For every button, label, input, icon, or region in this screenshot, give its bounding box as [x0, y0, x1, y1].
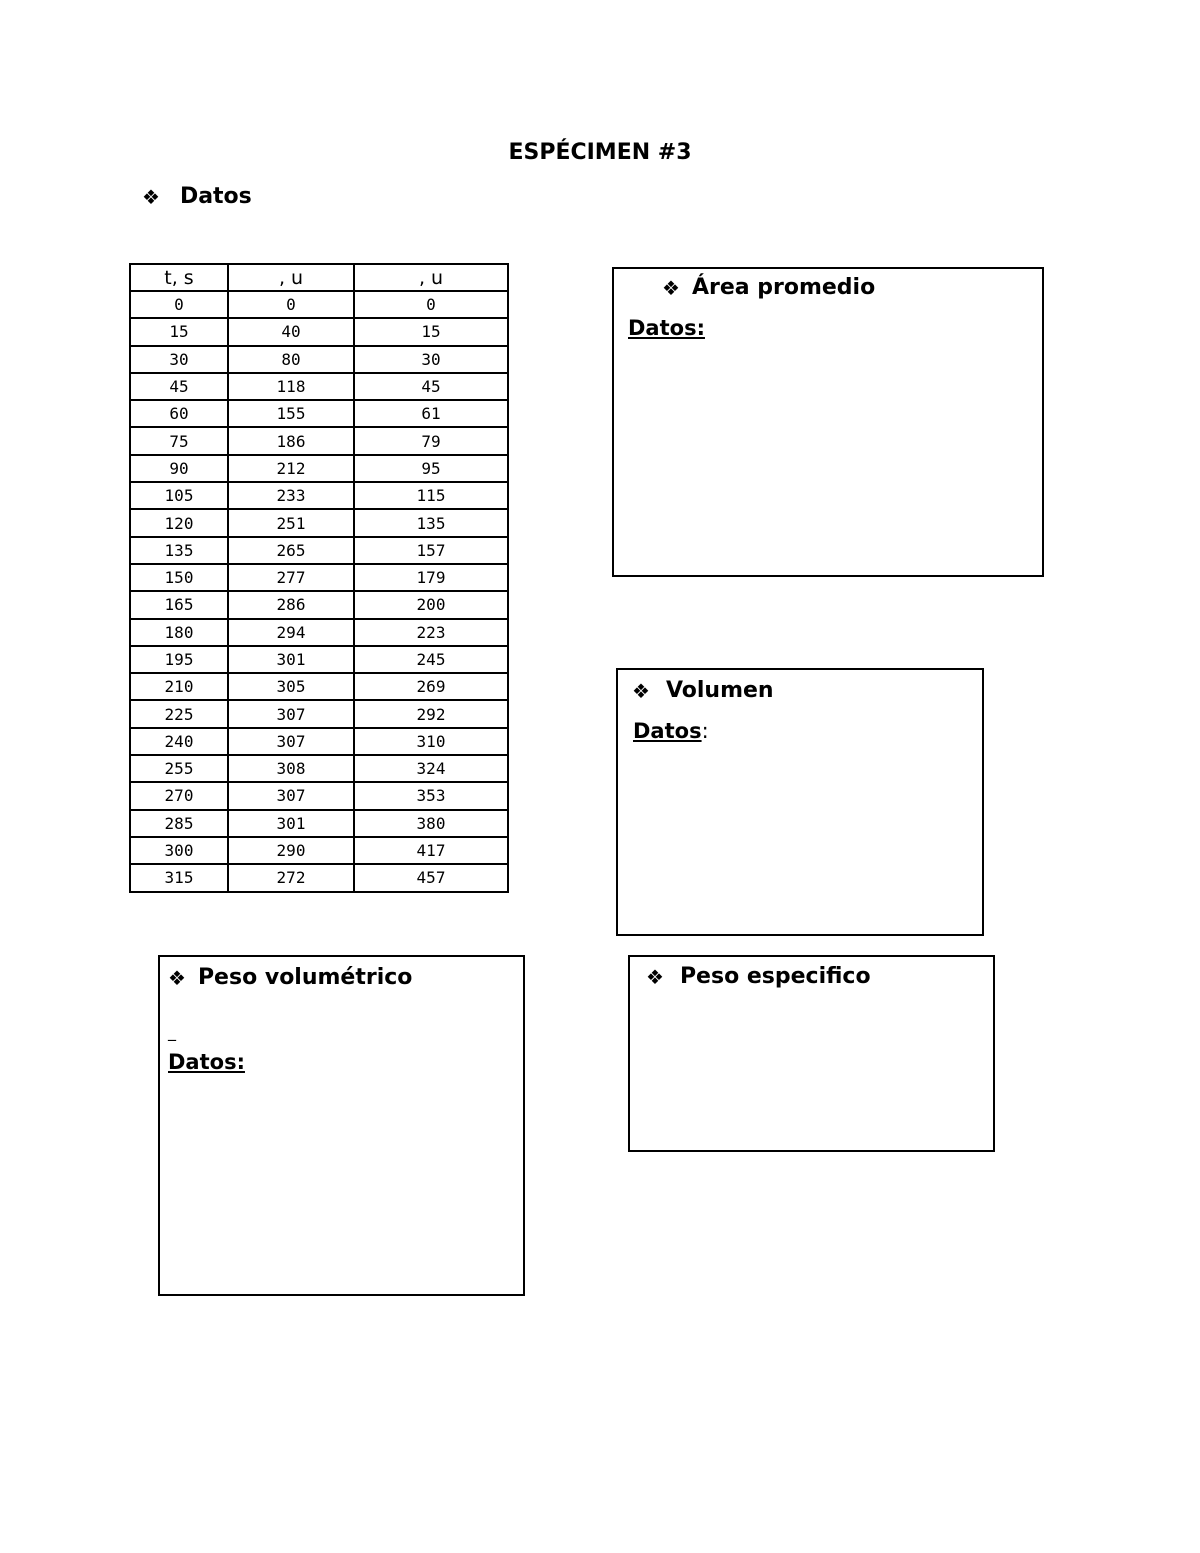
datos-label: Datos: [179, 184, 252, 209]
table-cell: 308: [228, 755, 354, 782]
table-cell: 115: [354, 482, 508, 509]
volumen-box: [616, 668, 984, 936]
table-cell: 286: [228, 591, 354, 618]
table-cell: 240: [130, 728, 228, 755]
peso-especifico-box: [628, 955, 995, 1152]
table-cell: 120: [130, 509, 228, 536]
datos-heading: [142, 184, 252, 209]
table-row: [130, 755, 508, 782]
table-cell: 135: [354, 509, 508, 536]
table-cell: 315: [130, 864, 228, 891]
table-row: [130, 810, 508, 837]
table-cell: 301: [228, 646, 354, 673]
table-cell: 380: [354, 810, 508, 837]
diamond-bullet-icon: ❖: [142, 184, 160, 209]
table-cell: 186: [228, 427, 354, 454]
table-cell: 30: [130, 346, 228, 373]
peso-volumetrico-box: [158, 955, 525, 1296]
peso-volumetrico-label: Peso volumétrico: [197, 965, 413, 990]
table-cell: 60: [130, 400, 228, 427]
table-cell: 265: [228, 537, 354, 564]
table-row: [130, 455, 508, 482]
table-row: [130, 837, 508, 864]
table-header-row: [130, 264, 508, 291]
table-cell: 210: [130, 673, 228, 700]
table-row: [130, 728, 508, 755]
table-cell: 40: [228, 318, 354, 345]
table-row: [130, 509, 508, 536]
table-row: [130, 346, 508, 373]
table-row: [130, 427, 508, 454]
area-promedio-box: [612, 267, 1044, 577]
data-table: [129, 263, 509, 893]
table-cell: 180: [130, 619, 228, 646]
table-cell: 61: [354, 400, 508, 427]
area-promedio-heading: [662, 275, 1042, 300]
table-cell: 225: [130, 700, 228, 727]
column-header: t, s: [130, 264, 228, 291]
volumen-heading: [632, 678, 982, 703]
volumen-datos-line: [633, 719, 982, 743]
table-cell: 417: [354, 837, 508, 864]
table-cell: 80: [228, 346, 354, 373]
area-promedio-label: Área promedio: [691, 275, 876, 300]
volumen-datos-colon: :: [701, 719, 709, 743]
table-cell: 212: [228, 455, 354, 482]
page-title: ESPÉCIMEN #3: [508, 140, 692, 165]
table-cell: 294: [228, 619, 354, 646]
table-cell: 0: [354, 291, 508, 318]
table-cell: 270: [130, 782, 228, 809]
table-row: [130, 373, 508, 400]
table-cell: 353: [354, 782, 508, 809]
table-cell: 251: [228, 509, 354, 536]
table-cell: 457: [354, 864, 508, 891]
table-row: [130, 619, 508, 646]
table-cell: 223: [354, 619, 508, 646]
table-cell: 75: [130, 427, 228, 454]
table-cell: 0: [228, 291, 354, 318]
table-cell: 324: [354, 755, 508, 782]
table-cell: 179: [354, 564, 508, 591]
table-cell: 118: [228, 373, 354, 400]
table-cell: 90: [130, 455, 228, 482]
peso-volumetrico-dash: _: [168, 1022, 176, 1041]
peso-especifico-label: Peso especifico: [679, 964, 871, 989]
table-row: [130, 591, 508, 618]
table-cell: 15: [130, 318, 228, 345]
diamond-bullet-icon: ❖: [168, 965, 186, 990]
table-cell: 310: [354, 728, 508, 755]
table-cell: 290: [228, 837, 354, 864]
table-cell: 245: [354, 646, 508, 673]
table-row: [130, 400, 508, 427]
table-cell: 165: [130, 591, 228, 618]
column-header: , u: [354, 264, 508, 291]
table-cell: 285: [130, 810, 228, 837]
column-header: , u: [228, 264, 354, 291]
table-row: [130, 318, 508, 345]
table-cell: 269: [354, 673, 508, 700]
table-cell: 45: [354, 373, 508, 400]
table-row: [130, 673, 508, 700]
table-cell: 255: [130, 755, 228, 782]
table-cell: 305: [228, 673, 354, 700]
table-cell: 307: [228, 700, 354, 727]
table-cell: 30: [354, 346, 508, 373]
table-cell: 272: [228, 864, 354, 891]
table-cell: 155: [228, 400, 354, 427]
diamond-bullet-icon: ❖: [662, 275, 680, 300]
peso-volumetrico-datos-label: Datos:: [168, 1050, 245, 1074]
volumen-datos-label: Datos: [633, 719, 702, 743]
table-cell: 300: [130, 837, 228, 864]
table-cell: 45: [130, 373, 228, 400]
table-row: [130, 537, 508, 564]
area-datos-label: Datos:: [628, 316, 705, 340]
table-row: [130, 864, 508, 891]
volumen-label: Volumen: [665, 678, 774, 703]
table-row: [130, 482, 508, 509]
table-cell: 200: [354, 591, 508, 618]
diamond-bullet-icon: ❖: [632, 678, 650, 703]
table-cell: 15: [354, 318, 508, 345]
table-cell: 195: [130, 646, 228, 673]
table-cell: 292: [354, 700, 508, 727]
diamond-bullet-icon: ❖: [646, 964, 664, 989]
table-cell: 135: [130, 537, 228, 564]
peso-volumetrico-heading: [168, 965, 523, 990]
table-row: [130, 646, 508, 673]
table-cell: 301: [228, 810, 354, 837]
table-row: [130, 291, 508, 318]
peso-especifico-heading: [646, 964, 993, 989]
table-row: [130, 564, 508, 591]
table-cell: 157: [354, 537, 508, 564]
table-cell: 150: [130, 564, 228, 591]
table-cell: 307: [228, 782, 354, 809]
table-row: [130, 782, 508, 809]
table-cell: 0: [130, 291, 228, 318]
table-cell: 233: [228, 482, 354, 509]
table-cell: 105: [130, 482, 228, 509]
table-row: [130, 700, 508, 727]
table-cell: 307: [228, 728, 354, 755]
table-cell: 95: [354, 455, 508, 482]
table-cell: 277: [228, 564, 354, 591]
table-cell: 79: [354, 427, 508, 454]
table-body: [130, 291, 508, 892]
